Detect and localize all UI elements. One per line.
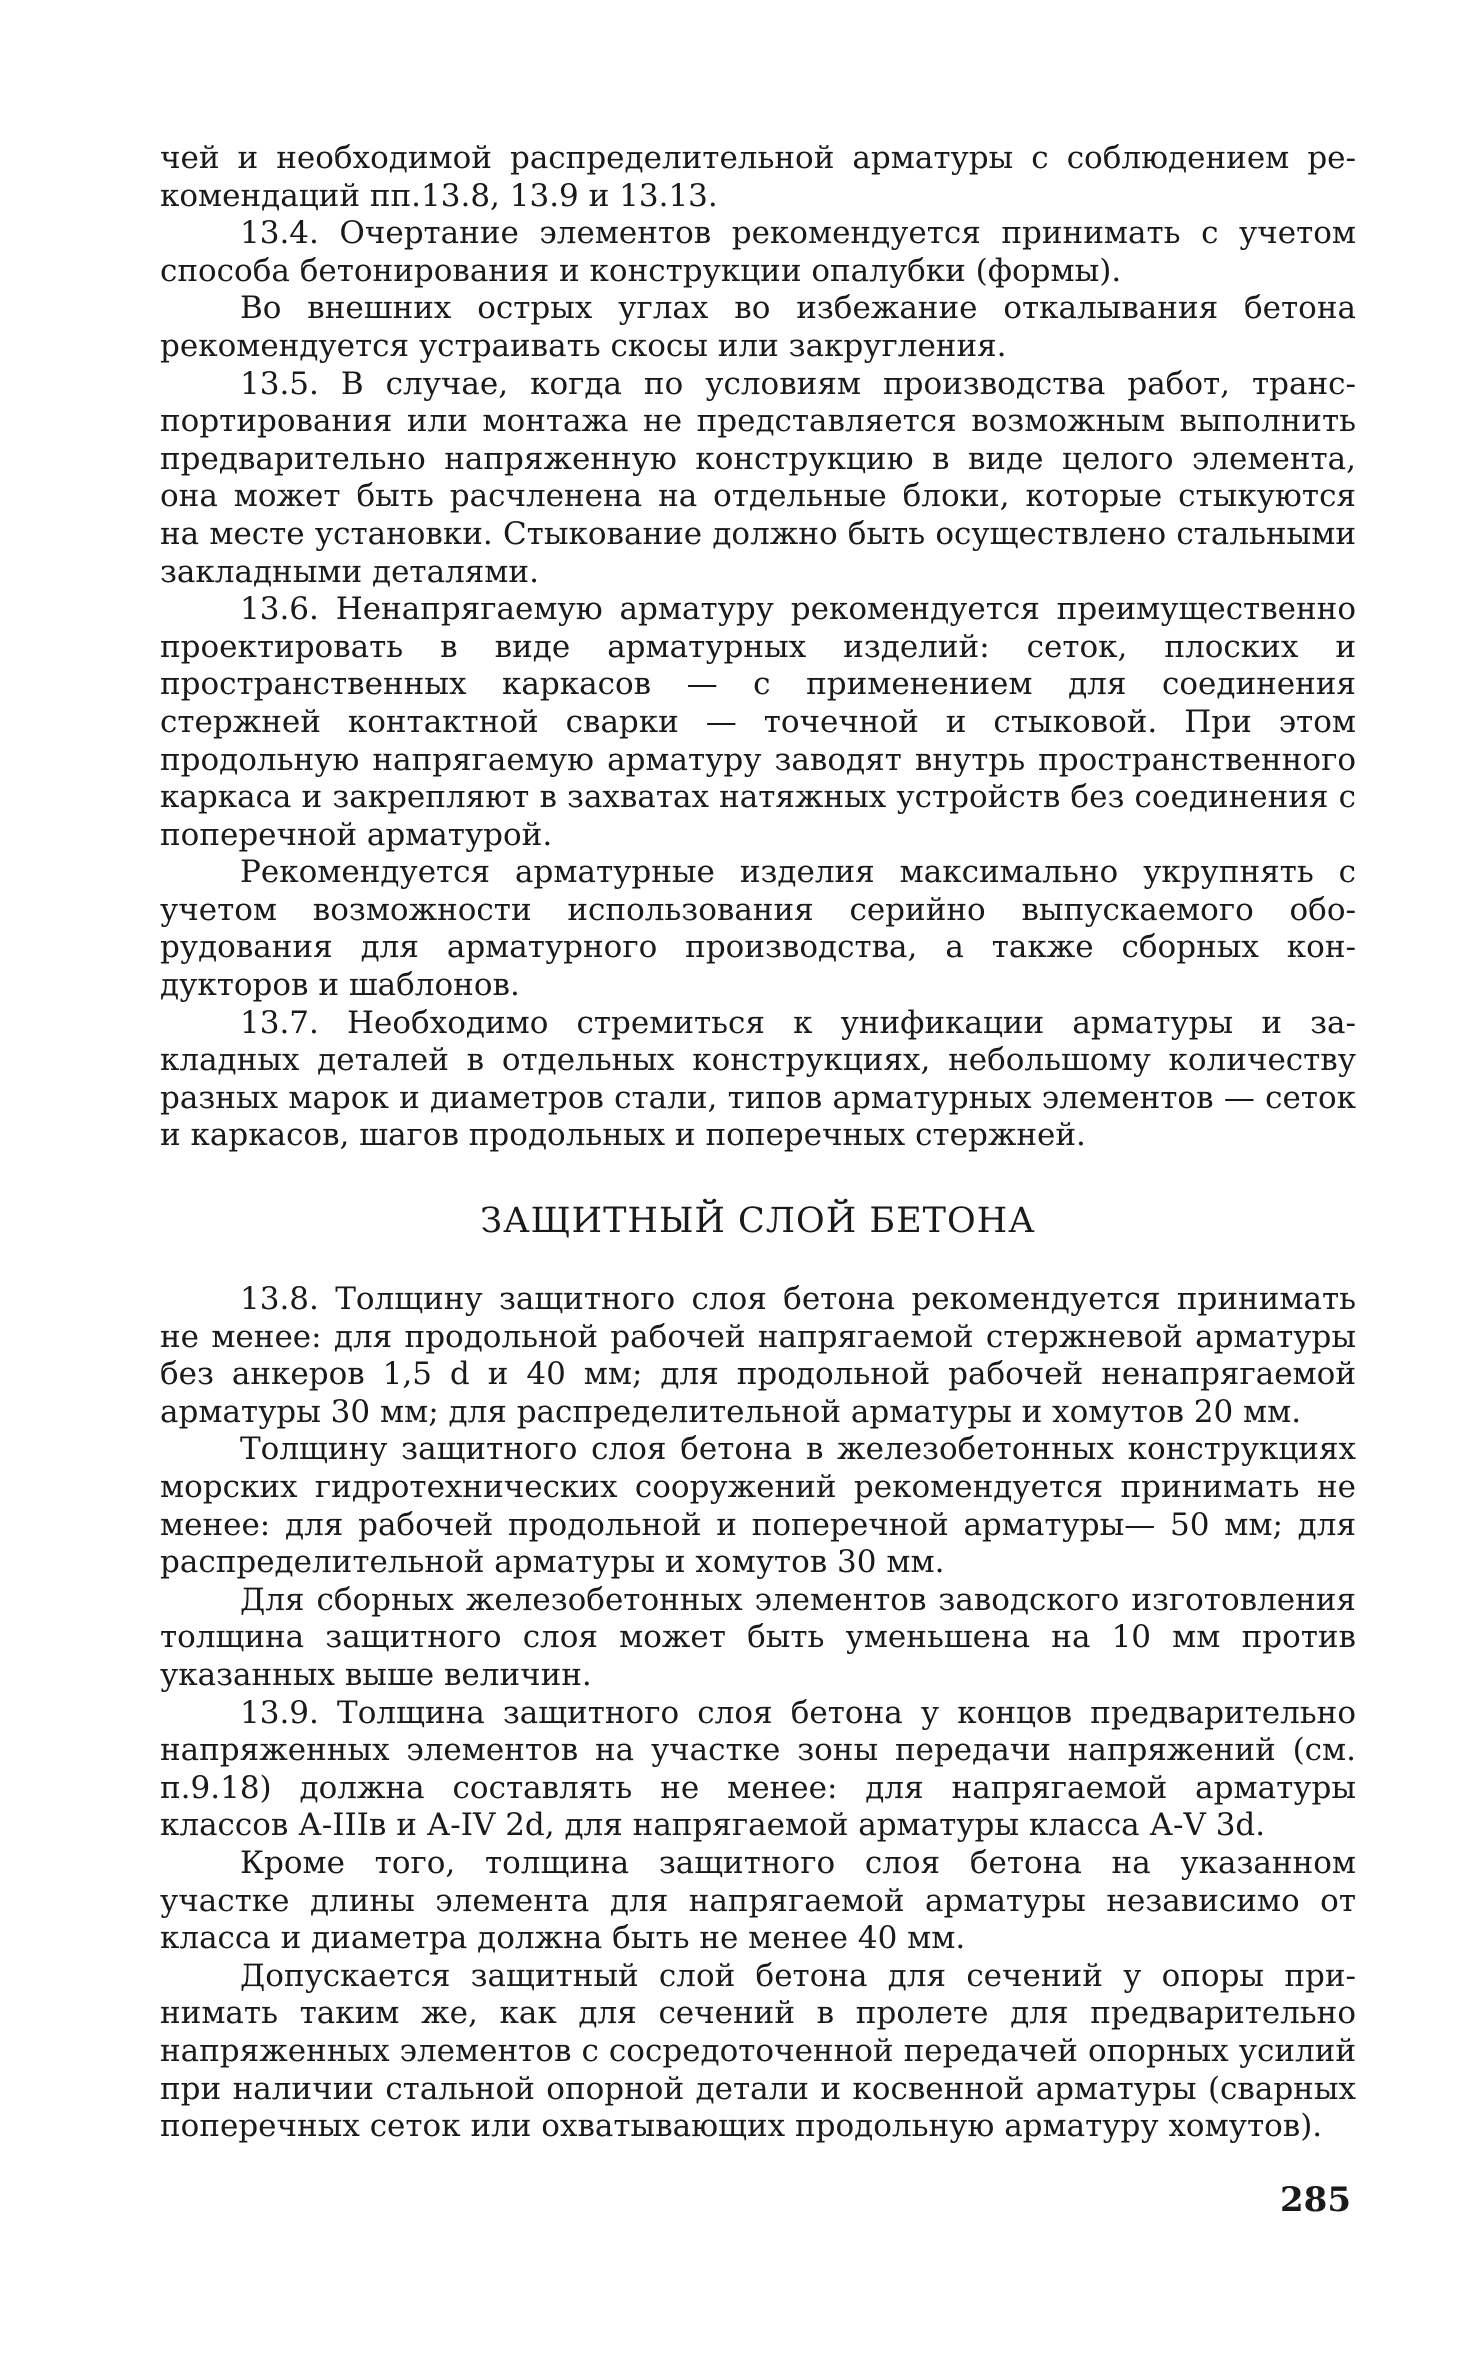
page-number: 285 [1280,2180,1351,2220]
paragraph-13-9-support: Допускается защитный слой бетона для сечений у опоры принимать таким же, как для сечений в пролете для предварительно напряженных элементов с сосредоточенной передачей опорных усилий при наличии стальной опорной детали и косвенной арматуры (сварных поперечных сеток или охватывающих продольную арматуру хомутов). [160,1957,1356,2145]
document-page [160,140,1356,2146]
paragraph-continued: чей и необходимой распределительной арматуры с соблюдением рекомендаций пп.13.8, 13.9 и 13.13. [160,140,1356,214]
paragraph-13-4-cont: Во внешних острых углах во избежание откалывания бетона рекомендуется устраивать скосы или закругления. [160,290,1356,364]
paragraph-13-9: 13.9. Толщина защитного слоя бетона у концов предварительно напряженных элементов на участке зоны передачи напряжений (см. п.9.18) должна составлять не менее: для напрягаемой арматуры классов А-IIIв и А-IV 2d, для напрягаемой арматуры класса А-V 3d. [160,1694,1356,1844]
paragraph-13-8-precast: Для сборных железобетонных элементов заводского изготовления толщина защитного слоя может быть уменьшена на 10 мм против указанных выше величин. [160,1581,1356,1693]
paragraph-13-6: 13.6. Ненапрягаемую арматуру рекомендуется преимущественно проектировать в виде арматурных изделий: сеток, плоских и пространственных каркасов — с применением для соединения стержней контактной сварки — точечной и стыковой. При этом продольную напрягаемую арматуру заводят внутрь пространственного каркаса и закрепляют в захватах натяжных устройств без соединения с поперечной арматурой. [160,591,1356,853]
paragraph-13-6-cont: Рекомендуется арматурные изделия максимально укрупнять с учетом возможности использования серийно выпускаемого оборудования для арматурного производства, а также сборных кондукторов и шаблонов. [160,854,1356,1004]
paragraph-13-5: 13.5. В случае, когда по условиям производства работ, транспортирования или монтажа не представляется возможным выполнить предварительно напряженную конструкцию в виде целого элемента, она может быть расчленена на отдельные блоки, которые стыкуются на месте установки. Стыкование должно быть осуществлено стальными закладными деталями. [160,365,1356,590]
paragraph-13-7: 13.7. Необходимо стремиться к унификации арматуры и закладных деталей в отдельных конструкциях, небольшому количеству разных марок и диаметров стали, типов арматурных элементов — сеток и каркасов, шагов продольных и поперечных стержней. [160,1004,1356,1154]
paragraph-13-9-cont: Кроме того, толщина защитного слоя бетона на указанном участке длины элемента для напрягаемой арматуры независимо от класса и диаметра должна быть не менее 40 мм. [160,1844,1356,1957]
paragraph-13-8-marine: Толщину защитного слоя бетона в железобетонных конструкциях морских гидротехнических сооружений рекомендуется принимать не менее: для рабочей продольной и поперечной арматуры— 50 мм; для распределительной арматуры и хомутов 30 мм. [160,1431,1356,1581]
paragraph-13-4: 13.4. Очертание элементов рекомендуется принимать с учетом способа бетонирования и конструкции опалубки (формы). [160,215,1356,289]
section-heading: ЗАЩИТНЫЙ СЛОЙ БЕТОНА [480,1201,1036,1242]
paragraph-13-8: 13.8. Толщину защитного слоя бетона рекомендуется принимать не менее: для продольной рабочей напрягаемой стержневой арматуры без анкеров 1,5 d и 40 мм; для продольной рабочей ненапрягаемой арматуры 30 мм; для распределительной арматуры и хомутов 20 мм. [160,1281,1356,1430]
